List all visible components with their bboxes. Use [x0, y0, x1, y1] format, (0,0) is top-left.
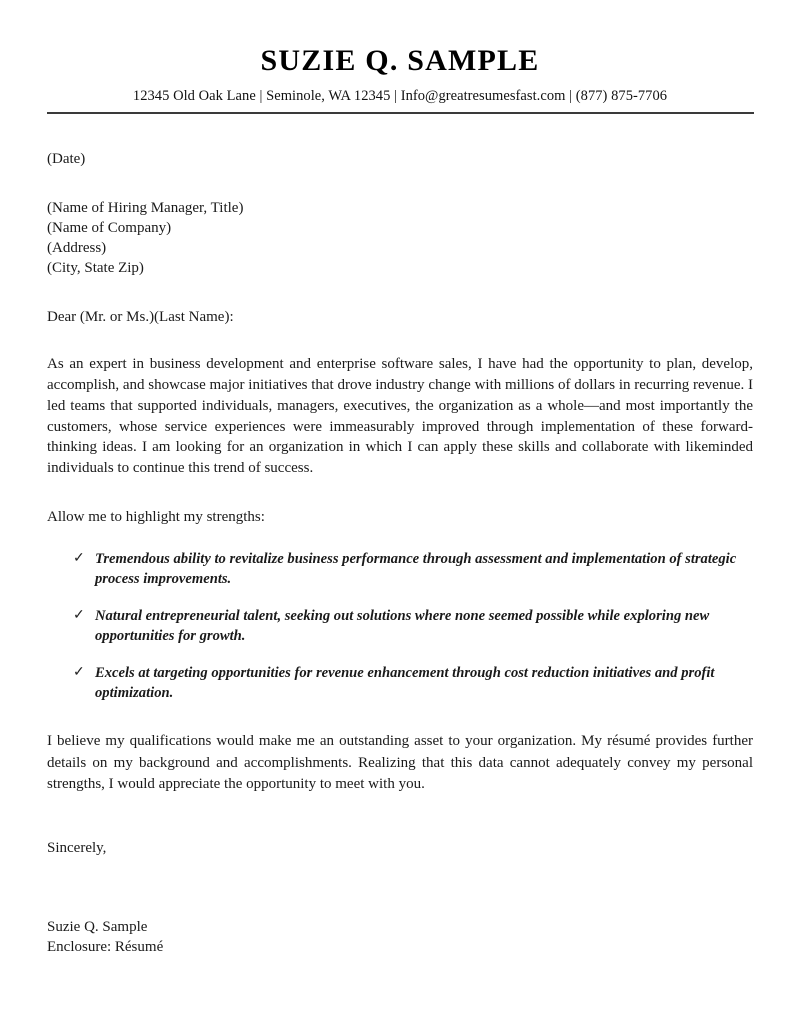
recipient-line: (City, State Zip) [47, 260, 144, 277]
list-item [47, 664, 753, 703]
list-item-text: Natural entrepreneurial talent, seeking out solutions where none seemed possible while exploring new opportunities for growth. [95, 608, 710, 644]
recipient-line: (Name of Hiring Manager, Title) [47, 200, 244, 217]
closing-paragraph: I believe my qualifications would make me an outstanding asset to your organization. My résumé provides further details on my background and accomplishments. Realizing that this data cannot adequately convey my personal strengths, I would appreciate the opportunity to meet with you. [47, 733, 753, 792]
signature-name: Suzie Q. Sample [47, 919, 148, 936]
sign-off: Sincerely, [47, 840, 107, 857]
check-icon: ✓ [73, 665, 85, 681]
recipient-address-block [47, 199, 753, 279]
recipient-line: (Address) [47, 240, 107, 257]
salutation: Dear (Mr. or Ms.)(Last Name): [47, 309, 234, 326]
list-item [47, 550, 753, 589]
header-divider [47, 112, 754, 114]
list-item [47, 607, 753, 646]
check-icon: ✓ [73, 550, 85, 566]
check-icon: ✓ [73, 608, 85, 624]
strengths-intro-line: Allow me to highlight my strengths: [47, 509, 265, 526]
recipient-line: (Name of Company) [47, 220, 172, 237]
letterhead [0, 0, 800, 114]
list-item-text: Tremendous ability to revitalize business performance through assessment and implementation of strategic process improvements. [95, 550, 737, 587]
list-item-text: Excels at targeting opportunities for revenue enhancement through cost reduction initiatives and profit optimization. [95, 665, 715, 701]
date-placeholder: (Date) [47, 151, 86, 168]
letter-body [0, 150, 800, 957]
signature-block [47, 917, 753, 958]
strengths-list [47, 550, 753, 703]
applicant-name: SUZIE Q. SAMPLE [260, 44, 540, 77]
contact-info-line: 12345 Old Oak Lane | Seminole, WA 12345 | Info@greatresumesfast.com | (877) 875-7706 [132, 87, 668, 104]
enclosure-line: Enclosure: Résumé [47, 939, 164, 956]
intro-paragraph: As an expert in business development and enterprise software sales, I have had the opportunity to plan, develop, accomplish, and showcase major initiatives that drove industry change with millions of dollars in recurring revenue. I led teams that supported individuals, managers, executives, the organization as a whole—and most importantly the customers, whose service experiences were immeasurably improved through implementation of these forward-thinking ideas. I am looking for an organization in which I can apply these skills and collaborate with likeminded individuals to continue this trend of success. [47, 356, 753, 477]
